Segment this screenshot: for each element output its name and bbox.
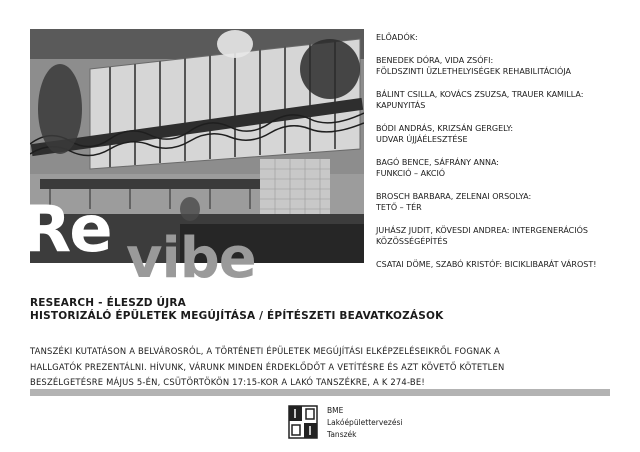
bme-department-logo-icon <box>288 405 318 439</box>
event-description <box>30 344 620 391</box>
presenter-topic: UDVAR ÚJJÁÉLESZTÉSE <box>376 135 468 144</box>
event-title <box>30 297 443 323</box>
presenters-heading: ELŐADÓK: <box>376 33 418 42</box>
presenter-names: JUHÁSZ JUDIT, KÖVESDI ANDREA: INTERGENERÁCIÓS <box>376 226 588 235</box>
footer-line-2: Lakóépülettervezési <box>327 418 403 427</box>
footer-department-name <box>327 405 402 441</box>
presenter-names: CSATAI DÖME, SZABÓ KRISTÓF: BICIKLIBARÁT VÁROST! <box>376 260 597 269</box>
presenter-item <box>376 259 626 270</box>
logo-re-text: Re <box>22 193 111 267</box>
title-line-2: HISTORIZÁLÓ ÉPÜLETEK MEGÚJÍTÁSA / ÉPÍTÉSZETI BEAVATKOZÁSOK <box>30 310 444 322</box>
presenter-item <box>376 157 626 179</box>
presenters-list <box>376 32 626 282</box>
presenter-item <box>376 225 626 247</box>
description-line-1: TANSZÉKI KUTATÁSON A BELVÁROSRÓL, A TÖRTÉNETI ÉPÜLETEK MEGÚJÍTÁSI ELKÉPZELÉSEIKRŐL FOGNAK A <box>30 346 500 356</box>
presenter-names: BAGÓ BENCE, SÁFRÁNY ANNA: <box>376 158 500 167</box>
presenter-topic: KAPUNYITÁS <box>376 101 426 110</box>
presenter-item <box>376 191 626 213</box>
title-line-1: RESEARCH - ÉLESZD ÚJRA <box>30 297 186 309</box>
presenter-item <box>376 89 626 111</box>
divider-bar <box>30 389 610 396</box>
description-line-3: BESZÉLGETÉSRE MÁJUS 5-ÉN, CSÜTÖRTÖKÖN 17:15-KOR A LAKÓ TANSZÉKRE, A K 274-BE! <box>30 377 425 387</box>
presenter-topic: FÖLDSZINTI ÜZLETHELYISÉGEK REHABILITÁCIÓJA <box>376 67 571 76</box>
presenter-names: BROSCH BARBARA, ZELENAI ORSOLYA: <box>376 192 532 201</box>
description-line-2: HALLGATÓK PREZENTÁLNI. HÍVUNK, VÁRUNK MINDEN ÉRDEKLŐDŐT A VETÍTÉSRE ÉS AZT KÖVETŐ KÖTETLEN <box>30 361 505 372</box>
presenter-names: BÓDI ANDRÁS, KRIZSÁN GERGELY: <box>376 124 514 133</box>
presenter-item <box>376 123 626 145</box>
footer-line-1: BME <box>327 406 344 415</box>
logo-vibe-text: vibe <box>126 226 256 291</box>
presenter-item <box>376 55 626 77</box>
presenter-topic: TETŐ – TÉR <box>376 203 422 212</box>
presenter-names: BENEDEK DÓRA, VIDA ZSÓFI: <box>376 56 494 65</box>
presenter-topic: KÖZÖSSÉGÉPÍTÉS <box>376 237 448 246</box>
presenter-names: BÁLINT CSILLA, KOVÁCS ZSUZSA, TRAUER KAMILLA: <box>376 90 584 99</box>
footer-line-3: Tanszék <box>327 430 357 439</box>
presenter-topic: FUNKCIÓ – AKCIÓ <box>376 169 446 178</box>
